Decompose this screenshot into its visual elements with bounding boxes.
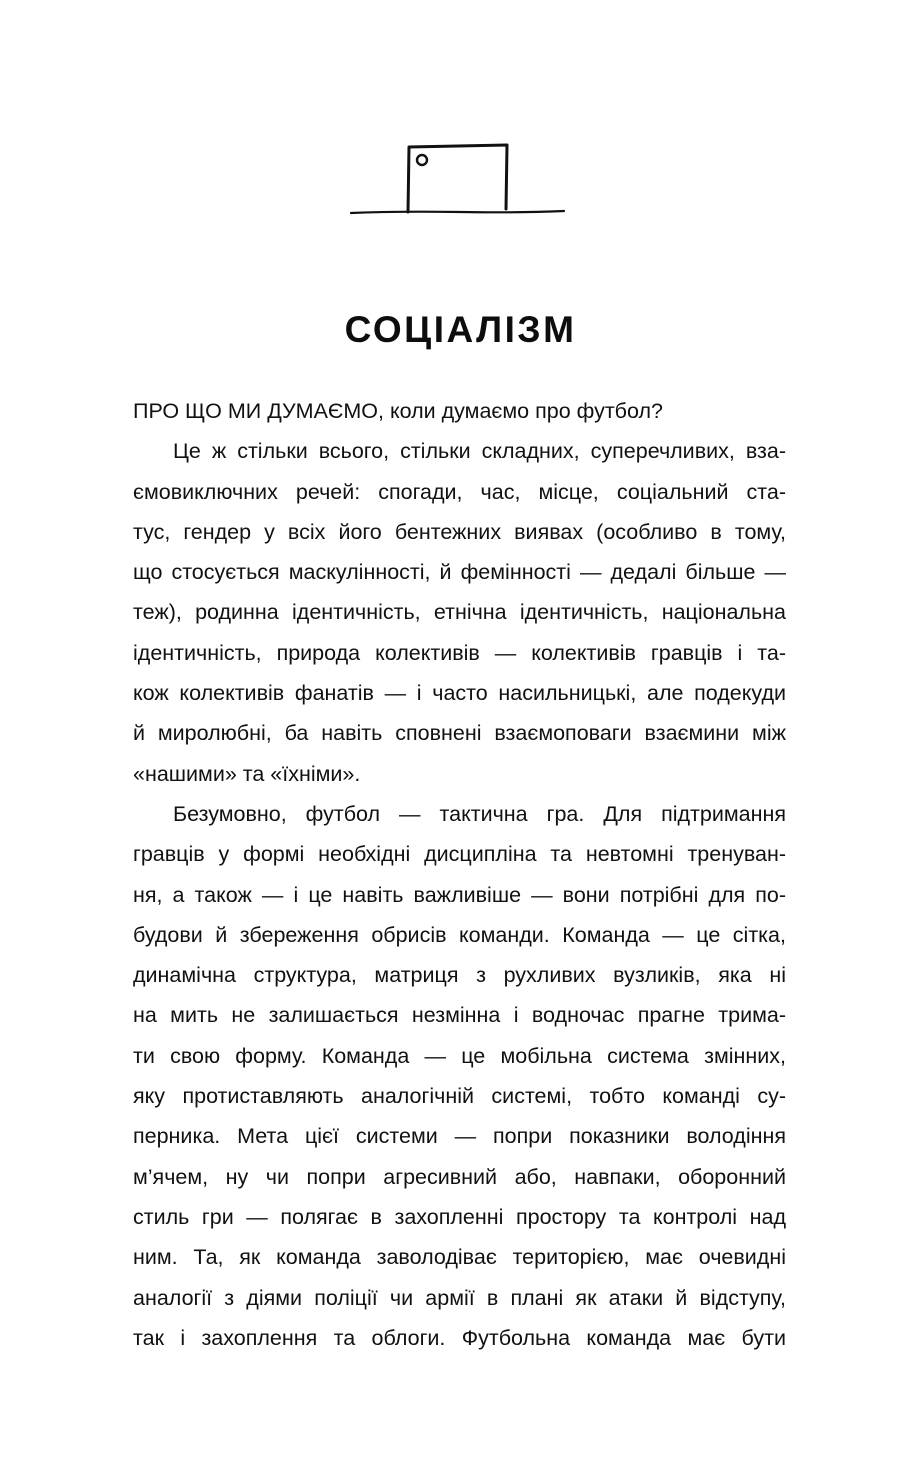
text-line: теж), родинна ідентичність, етнічна ідентичність, національна [133,600,786,625]
opening-rest: коли думаємо про футбол? [383,399,663,423]
text-line: будови й збереження обрисів команди. Команда — це сітка, [133,922,786,947]
paragraph-1 [133,431,786,794]
opening-line [133,391,786,431]
text-line: «нашими» та «їхніми». [133,761,361,786]
text-line: Безумовно, футбол — тактична гра. Для підтримання [173,801,786,826]
text-line: тус, гендер у всіх його бентежних виявах (особливо в тому, [133,519,786,544]
paragraph-2 [133,794,786,1358]
text-line: гравців у формі необхідні дисципліна та невтомні тренуван- [133,842,786,867]
body-text [133,391,786,1358]
text-line: так і захоплення та облоги. Футбольна команда має бути [133,1325,786,1350]
text-line: ідентичність, природа колективів — колективів гравців і та- [133,640,786,665]
ground-line [351,211,564,213]
text-line: динамічна структура, матриця з рухливих вузликів, яка ні [133,963,786,988]
ball [417,155,427,165]
text-line: м’ячем, ну чи попри агресивний або, навпаки, оборонний [133,1164,786,1189]
text-line: стиль гри — полягає в захопленні простору та контролі над [133,1204,786,1229]
text-line: ня, а також — і це навіть важливіше — вони потрібні для по- [133,882,786,907]
text-line: ним. Та, як команда заволодіває територією, має очевидні [133,1245,786,1270]
text-line: перника. Мета цієї системи — попри показники володіння [133,1124,786,1149]
text-line: ємовиключних речей: спогади, час, місце, соціальний ста- [133,479,786,504]
text-line: й миролюбні, ба навіть сповнені взаємоповаги взаємини між [133,721,786,746]
text-line: Це ж стільки всього, стільки складних, суперечливих, вза- [173,439,786,464]
text-line: ти свою форму. Команда — це мобільна система змінних, [133,1043,786,1068]
text-line: аналогії з діями поліції чи армії в плані як атаки й відступу, [133,1285,786,1310]
opening-lead-caps: ПРО ЩО МИ ДУМАЄМО, [133,399,384,423]
goal-sketch-icon [340,130,580,230]
text-line: кож колективів фанатів — і часто насильницькі, але подекуди [133,681,786,706]
chapter-title: СОЦІАЛІЗМ [344,308,577,350]
text-line: що стосується маскулінності, й фемінності — дедалі більше — [133,560,786,585]
text-line: на мить не залишається незмінна і водночас прагне трима- [133,1003,786,1028]
text-line: яку протиставляють аналогічній системі, тобто команді су- [133,1084,786,1109]
